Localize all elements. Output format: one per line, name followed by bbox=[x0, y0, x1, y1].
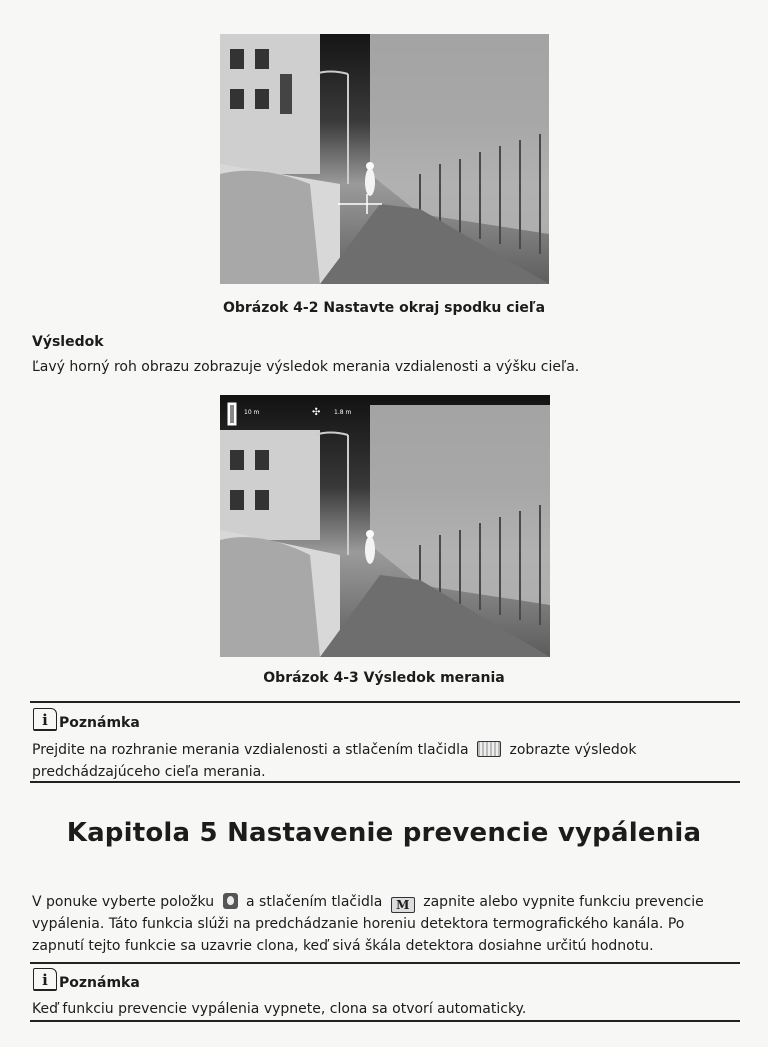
divider bbox=[30, 962, 740, 964]
thermal-image-aim bbox=[220, 34, 549, 284]
body-text-part: a stlačením tlačidla bbox=[246, 894, 383, 910]
body-text-part: vypálenia. Táto funkcia slúži na predchádzanie horeniu detektora termografického kanála. Po bbox=[32, 916, 685, 932]
body-text-part: zapnutí tejto funkcie sa uzavrie clona, keď sivá škála detektora dosiahne určitú hodnotu. bbox=[32, 938, 654, 954]
show-through-text bbox=[40, 40, 46, 62]
note-text-part: Prejdite na rozhranie merania vzdialenosti a stlačením tlačidla bbox=[32, 742, 469, 758]
hud-height: 1.8 m bbox=[334, 409, 352, 416]
chapter-title: Kapitola 5 Nastavenie prevencie vypálenia bbox=[66, 818, 702, 848]
info-note-icon: i bbox=[33, 708, 57, 731]
figure-caption: Obrázok 4-2 Nastavte okraj spodku cieľa bbox=[222, 300, 546, 316]
note-text-part: predchádzajúceho cieľa merania. bbox=[32, 764, 266, 780]
thermal-image-result bbox=[220, 395, 550, 657]
note-text bbox=[32, 739, 732, 783]
info-note-icon: i bbox=[33, 968, 57, 991]
keyboard-button-icon bbox=[477, 741, 501, 757]
body-text-part: V ponuke vyberte položku bbox=[32, 894, 215, 910]
note-label: Poznámka bbox=[59, 715, 140, 731]
height-target-icon: ✣ bbox=[312, 407, 321, 418]
divider bbox=[30, 781, 740, 783]
hud-distance: 10 m bbox=[244, 409, 260, 416]
chapter-body bbox=[32, 891, 732, 957]
m-button-icon: M bbox=[391, 897, 415, 913]
result-text: Ľavý horný roh obrazu zobrazuje výsledok merania vzdialenosti a výšku cieľa. bbox=[32, 359, 580, 375]
note-text: Keď funkciu prevencie vypálenia vypnete, clona sa otvorí automaticky. bbox=[32, 1001, 527, 1017]
note-title bbox=[33, 968, 140, 991]
note-title bbox=[33, 708, 140, 731]
note-label: Poznámka bbox=[59, 975, 140, 991]
note-text-part: zobrazte výsledok bbox=[509, 742, 637, 758]
divider bbox=[30, 1020, 740, 1022]
burn-prevention-icon bbox=[223, 893, 238, 909]
section-heading-result: Výsledok bbox=[32, 334, 104, 350]
body-text-part: zapnite alebo vypnite funkciu prevencie bbox=[423, 894, 704, 910]
divider bbox=[30, 701, 740, 703]
figure-caption: Obrázok 4-3 Výsledok merania bbox=[263, 670, 505, 686]
